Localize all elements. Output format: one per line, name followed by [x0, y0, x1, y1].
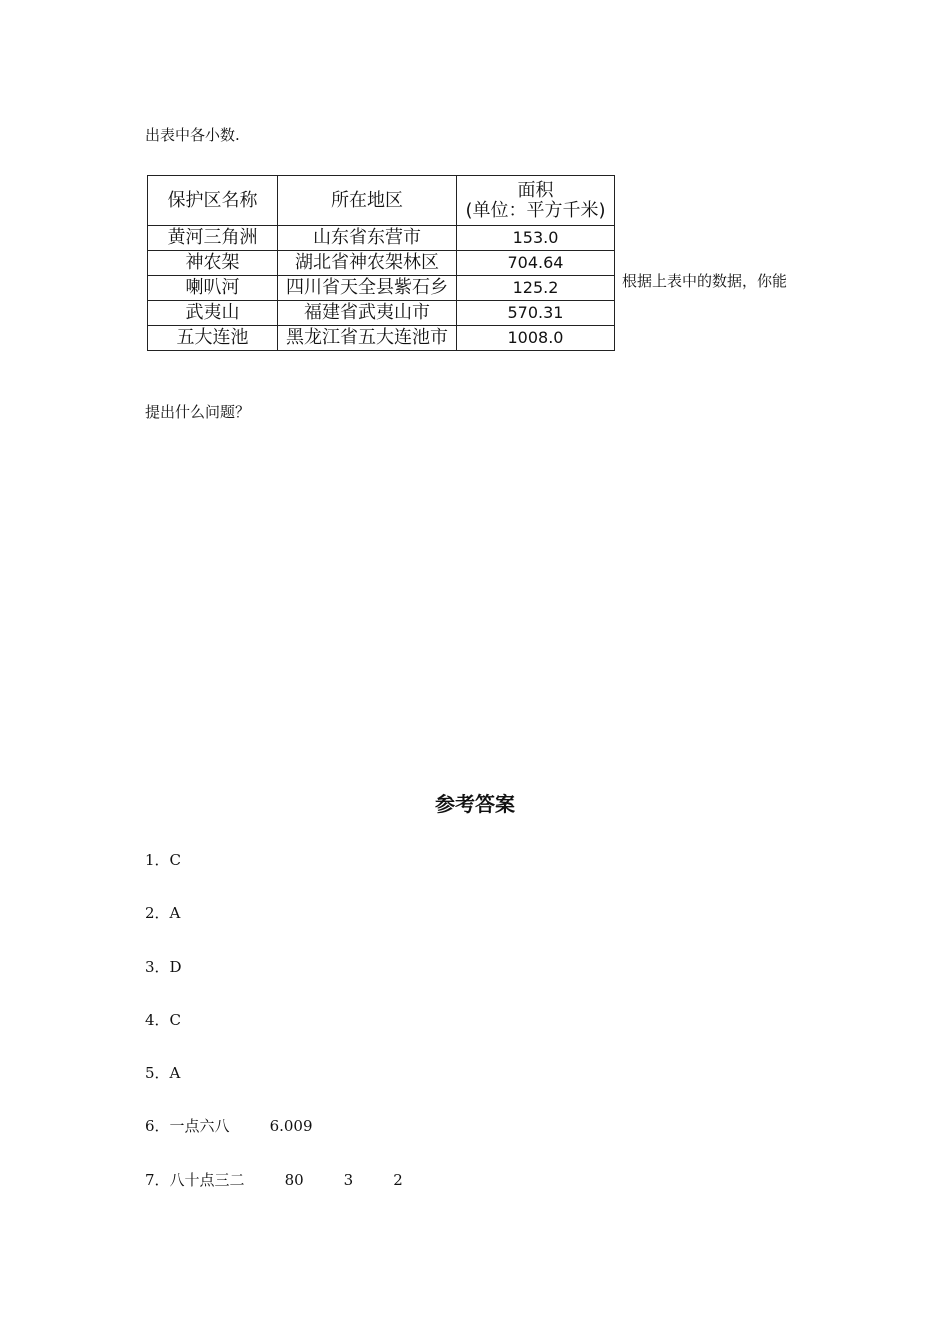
table-row — [148, 326, 615, 351]
cell-area: 704.64 — [457, 251, 615, 276]
cell-area: 570.31 — [457, 301, 615, 326]
header-name: 保护区名称 — [148, 176, 278, 226]
answer-part: D — [169, 958, 182, 976]
cell-region: 四川省天全县紫石乡 — [278, 276, 457, 301]
table-row — [148, 226, 615, 251]
answer-item — [145, 904, 180, 922]
cell-area: 125.2 — [457, 276, 615, 301]
cell-name: 武夷山 — [148, 301, 278, 326]
cell-region: 山东省东营市 — [278, 226, 457, 251]
answer-number: 4． — [145, 1011, 170, 1029]
cell-name: 神农架 — [148, 251, 278, 276]
header-area — [457, 176, 615, 226]
answer-item — [145, 958, 182, 976]
answer-part: 2 — [393, 1171, 403, 1189]
header-area-label: 面积 — [517, 179, 554, 201]
table-row — [148, 276, 615, 301]
intro-text: 出表中各小数. — [145, 126, 240, 144]
follow-question-text: 提出什么问题？ — [145, 403, 251, 421]
answer-number: 5． — [145, 1064, 170, 1082]
side-question-text: 根据上表中的数据，你能 — [622, 272, 788, 290]
cell-area: 1008.0 — [457, 326, 615, 351]
answer-number: 6． — [145, 1117, 170, 1135]
answer-number: 3． — [145, 958, 170, 976]
cell-name: 五大连池 — [148, 326, 278, 351]
answer-part: 一点六八 — [169, 1117, 230, 1135]
answer-item — [145, 1117, 313, 1135]
cell-region: 福建省武夷山市 — [278, 301, 457, 326]
cell-region: 湖北省神农架林区 — [278, 251, 457, 276]
reserve-table — [147, 175, 615, 351]
answers-title: 参考答案 — [435, 792, 515, 816]
cell-name: 喇叭河 — [148, 276, 278, 301]
table-row — [148, 251, 615, 276]
answer-part: 3 — [343, 1171, 354, 1189]
answer-part: A — [169, 1064, 181, 1082]
answer-part: C — [169, 851, 182, 869]
answer-item — [145, 851, 181, 869]
table-header-row — [148, 176, 615, 226]
header-area-unit: (单位：平方千米) — [465, 199, 606, 221]
answer-item — [145, 1011, 181, 1029]
answer-number: 1． — [145, 851, 170, 869]
cell-area: 153.0 — [457, 226, 615, 251]
answer-part: 八十点三二 — [169, 1171, 245, 1189]
answer-part: C — [169, 1011, 182, 1029]
cell-region: 黑龙江省五大连池市 — [278, 326, 457, 351]
cell-name: 黄河三角洲 — [148, 226, 278, 251]
answer-item — [145, 1171, 403, 1189]
answer-item — [145, 1064, 180, 1082]
table-row — [148, 301, 615, 326]
header-region: 所在地区 — [278, 176, 457, 226]
answer-part: A — [169, 904, 181, 922]
answer-part: 80 — [284, 1171, 304, 1189]
answer-number: 2． — [145, 904, 170, 922]
answer-part: 6.009 — [269, 1117, 313, 1135]
answer-number: 7． — [145, 1171, 170, 1189]
